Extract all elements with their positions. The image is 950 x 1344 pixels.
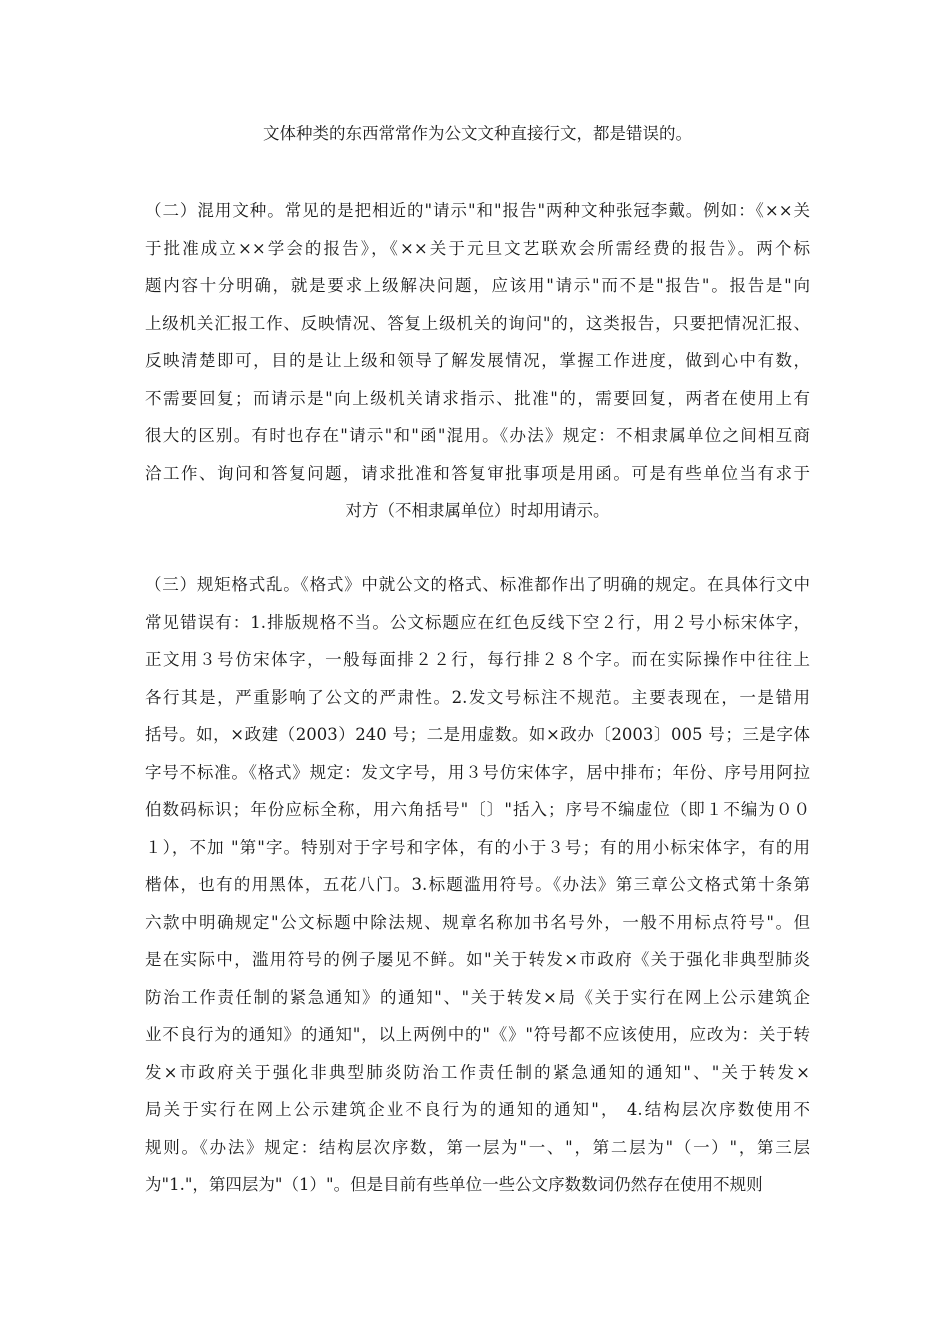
text-line: 伯数码标识；年份应标全称，用六角括号"〔〕"括入；序号不编虚位（即１不编为００ xyxy=(145,800,810,819)
text-line: （三）规矩格式乱。《格式》中就公文的格式、标准都作出了明确的规定。在具体行文中 xyxy=(145,575,810,594)
text-line: 发×市政府关于强化非典型肺炎防治工作责任制的紧急通知的通知"、"关于转发× xyxy=(145,1062,810,1082)
text-line: 上级机关汇报工作、反映情况、答复上级机关的询问"的，这类报告，只要把情况汇报、 xyxy=(145,313,810,333)
text-line: 对方（不相隶属单位）时却用请示。 xyxy=(345,501,610,520)
paragraph-format-errors xyxy=(145,566,810,1204)
text-line: １），不加 "第"字。特别对于字号和字体，有的小于３号；有的用小标宋体字，有的用 xyxy=(145,837,810,857)
text-line: 各行其是，严重影响了公文的严肃性。2.发文号标注不规范。主要表现在，一是错用 xyxy=(145,687,810,707)
text-line: 题内容十分明确，就是要求上级解决问题，应该用"请示"而不是"报告"。报告是"向 xyxy=(145,276,810,295)
text-line: 字号不标准。《格式》规定：发文字号，用３号仿宋体字，居中排布；年份、序号用阿拉 xyxy=(145,762,810,782)
text-line: 于批准成立××学会的报告》，《××关于元旦文艺联欢会所需经费的报告》。两个标 xyxy=(145,238,810,258)
text-line: 业不良行为的通知》的通知"，以上两例中的"《》"符号都不应该使用，应改为：关于转 xyxy=(145,1025,810,1044)
text-line: （二）混用文种。常见的是把相近的"请示"和"报告"两种文种张冠李戴。例如：《××关 xyxy=(145,201,810,220)
text-line: 括号。如，×政建（2003）240 号；二是用虚数。如×政办〔2003〕005 号；三是字体 xyxy=(145,725,810,744)
text-line: 是在实际中，滥用符号的例子屡见不鲜。如"关于转发×市政府《关于强化非典型肺炎 xyxy=(145,950,810,969)
text-line: 楷体，也有的用黑体，五花八门。3.标题滥用符号。《办法》第三章公文格式第十条第 xyxy=(145,875,810,894)
text-line: 为"1."，第四层为"（1）"。但是目前有些单位一些公文序数数词仍然存在使用不规则 xyxy=(145,1175,763,1194)
text-line: 洽工作、询问和答复问题，请求批准和答复审批事项是用函。可是有些单位当有求于 xyxy=(145,463,810,483)
text-line: 文体种类的东西常常作为公文文种直接行文，都是错误的。 xyxy=(263,124,692,143)
text-line: 防治工作责任制的紧急通知》的通知"、"关于转发×局《关于实行在网上公示建筑企 xyxy=(145,987,810,1007)
text-line: 不需要回复；而请示是"向上级机关请求指示、批准"的，需要回复，两者在使用上有 xyxy=(145,388,810,408)
text-line: 正文用３号仿宋体字，一般每面排２２行，每行排２８个字。而在实际操作中往往上 xyxy=(145,650,810,669)
paragraph-continuation xyxy=(145,115,810,153)
text-line: 六款中明确规定"公文标题中除法规、规章名称加书名号外，一般不用标点符号"。但 xyxy=(145,912,810,932)
text-line: 常见错误有：1.排版规格不当。公文标题应在红色反线下空２行，用２号小标宋体字， xyxy=(145,612,810,632)
text-line: 规则。《办法》规定：结构层次序数，第一层为"一、"，第二层为"（一）"，第三层 xyxy=(145,1137,810,1157)
paragraph-mixed-document-types xyxy=(145,192,810,530)
text-line: 反映清楚即可，目的是让上级和领导了解发展情况，掌握工作进度，做到心中有数， xyxy=(145,351,810,370)
text-line: 局关于实行在网上公示建筑企业不良行为的通知的通知"， 4.结构层次序数使用不 xyxy=(145,1100,810,1119)
text-line: 很大的区别。有时也存在"请示"和"函"混用。《办法》规定：不相隶属单位之间相互商 xyxy=(145,426,810,445)
